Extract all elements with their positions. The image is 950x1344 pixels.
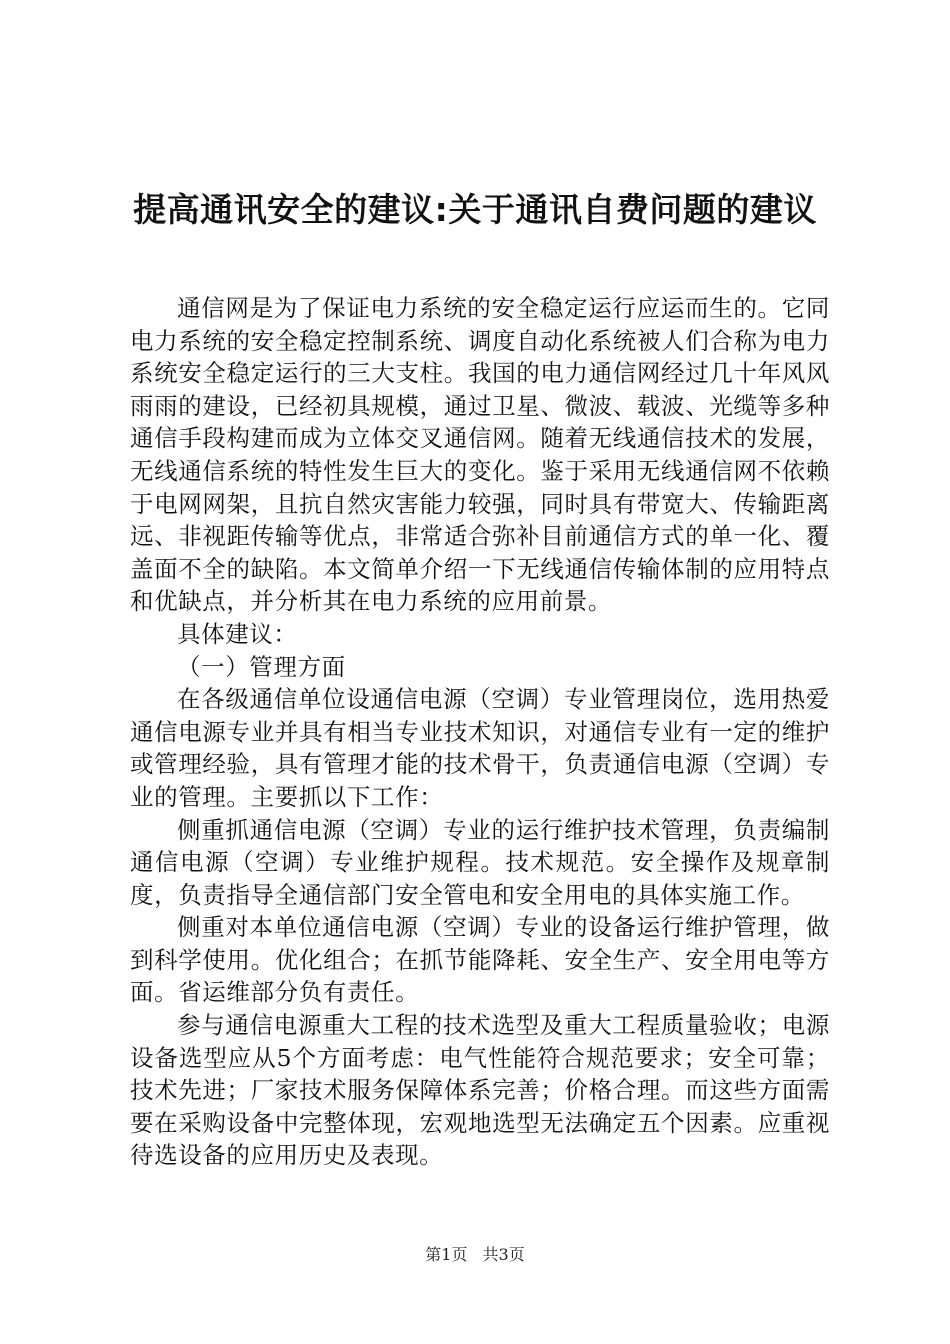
page-total: 共3页 <box>482 1245 525 1264</box>
page-footer <box>0 1244 950 1266</box>
document-title: 提高通讯安全的建议:关于通讯自费问题的建议 <box>133 190 817 229</box>
paragraph-technical-management: 侧重抓通信电源（空调）专业的运行维护技术管理，负责编制通信电源（空调）专业维护规程。技术规范。安全操作及规章制度，负责指导全通信部门安全管电和安全用电的具体实施工作。 <box>130 815 830 909</box>
paragraph-engineering-selection: 参与通信电源重大工程的技术选型及重大工程质量验收；电源设备选型应从5个方面考虑：电气性能符合规范要求；安全可靠；技术先进；厂家技术服务保障体系完善；价格合理。而这些方面需要在采购设备中完整体现，宏观地选型无法确定五个因素。应重视待选设备的应用历史及表现。 <box>130 1011 830 1170</box>
document-body <box>130 292 830 1172</box>
paragraph-intro: 通信网是为了保证电力系统的安全稳定运行应运而生的。它同电力系统的安全稳定控制系统、调度自动化系统被人们合称为电力系统安全稳定运行的三大支柱。我国的电力通信网经过几十年风风雨雨的建设，已经初具规模，通过卫星、微波、载波、光缆等多种通信手段构建而成为立体交叉通信网。随着无线通信技术的发展，无线通信系统的特性发生巨大的变化。鉴于采用无线通信网不依赖于电网网架，且抗自然灾害能力较强，同时具有带宽大、传输距离远、非视距传输等优点，非常适合弥补目前通信方式的单一化、覆盖面不全的缺陷。本文简单介绍一下无线通信传输体制的应用特点和优缺点，并分析其在电力系统的应用前景。 <box>130 294 830 616</box>
paragraph-suggestions-heading: 具体建议： <box>177 619 298 648</box>
paragraph-management-heading: （一）管理方面 <box>177 652 346 681</box>
page-number: 第1页 <box>425 1245 468 1264</box>
paragraph-equipment-management: 侧重对本单位通信电源（空调）专业的设备运行维护管理，做到科学使用。优化组合；在抓节能降耗、安全生产、安全用电等方面。省运维部分负有责任。 <box>130 913 830 1007</box>
paragraph-management-post: 在各级通信单位设通信电源（空调）专业管理岗位，选用热爱通信电源专业并具有相当专业技术知识，对通信专业有一定的维护或管理经验，具有管理才能的技术骨干，负责通信电源（空调）专业的管理。主要抓以下工作： <box>130 685 830 811</box>
